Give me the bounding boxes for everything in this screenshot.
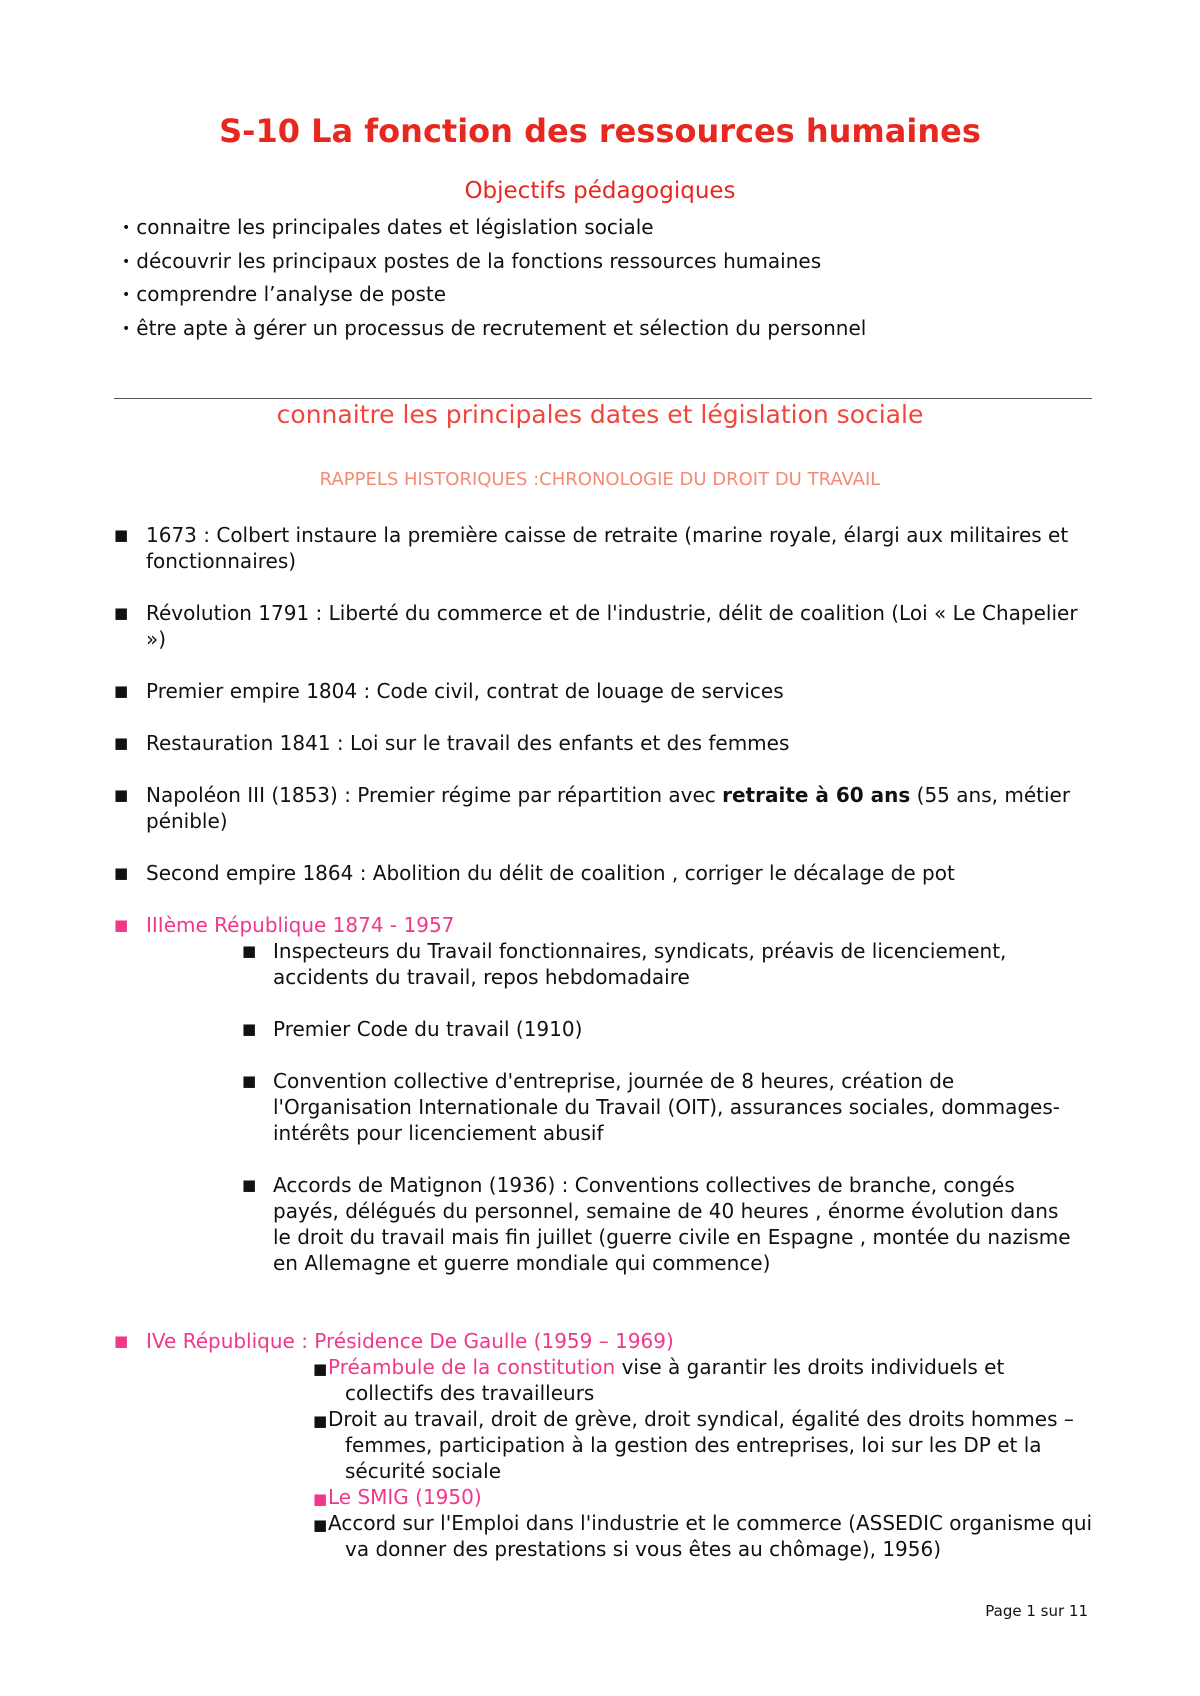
section-subtitle: RAPPELS HISTORIQUES :CHRONOLOGIE DU DROIT DU TRAVAIL bbox=[319, 469, 881, 490]
sub-sub-timeline-item: ■ Accord sur l'Emploi dans l'industrie et le commerce (ASSEDIC organisme qui va donner des prestations si vous êtes au chômage), 1956) bbox=[313, 1511, 1093, 1561]
timeline-item: ■ Restauration 1841 : Loi sur le travail des enfants et des femmes bbox=[114, 731, 790, 755]
square-bullet-icon: ■ bbox=[313, 1360, 328, 1378]
horizontal-divider bbox=[114, 398, 1092, 399]
emphasis-retirement-age: retraite à 60 ans bbox=[722, 783, 911, 807]
timeline-item: ■ 1673 : Colbert instaure la première caisse de retraite (marine royale, élargi aux militaires et fonctionnaires) bbox=[114, 523, 1069, 573]
square-bullet-icon: ■ bbox=[114, 734, 129, 752]
square-bullet-icon: ■ bbox=[114, 682, 129, 700]
sub-timeline-item: ■ Inspecteurs du Travail fonctionnaires, syndicats, préavis de licenciement, accidents du travail, repos hebdomadaire bbox=[242, 939, 1007, 989]
objectives-heading: Objectifs pédagogiques bbox=[464, 178, 736, 204]
sub-timeline-item: ■ Convention collective d'entreprise, journée de 8 heures, création de l'Organisation Internationale du Travail (OIT), assurances sociales, dommages-intérêts pour licenciement abusif bbox=[242, 1069, 1060, 1145]
square-bullet-icon: ■ bbox=[114, 916, 129, 934]
objectives-list bbox=[122, 211, 866, 345]
square-bullet-icon: ■ bbox=[242, 1072, 257, 1090]
bullet-dot: • bbox=[122, 287, 131, 303]
square-bullet-icon: ■ bbox=[114, 526, 129, 544]
bullet-dot: • bbox=[122, 320, 131, 337]
timeline-item-third-republic: ■ IIIème République 1874 - 1957 bbox=[114, 913, 455, 937]
square-bullet-icon: ■ bbox=[313, 1490, 328, 1508]
timeline-item: ■ Premier empire 1804 : Code civil, contrat de louage de services bbox=[114, 679, 784, 703]
square-bullet-icon: ■ bbox=[313, 1412, 328, 1430]
objective-item: • connaitre les principales dates et législation sociale bbox=[122, 215, 654, 239]
square-bullet-icon: ■ bbox=[242, 1020, 257, 1038]
square-bullet-icon: ■ bbox=[242, 942, 257, 960]
square-bullet-icon: ■ bbox=[242, 1176, 257, 1194]
square-bullet-icon: ■ bbox=[114, 864, 129, 882]
sub-sub-timeline-item: ■ Droit au travail, droit de grève, droit syndical, égalité des droits hommes – femmes, participation à la gestion des entreprises, loi sur les DP et la sécurité sociale bbox=[313, 1407, 1074, 1483]
sub-sub-timeline-item: ■ Préambule de la constitution vise à garantir les droits individuels et collectifs des travailleurs bbox=[313, 1355, 1005, 1405]
page-number: Page 1 sur 11 bbox=[985, 1602, 1088, 1620]
square-bullet-icon: ■ bbox=[114, 604, 129, 622]
document-title: S-10 La fonction des ressources humaines bbox=[219, 112, 981, 150]
sub-timeline-item: ■ Premier Code du travail (1910) bbox=[242, 1017, 583, 1041]
bullet-dot: • bbox=[122, 220, 131, 236]
square-bullet-icon: ■ bbox=[313, 1516, 328, 1534]
timeline-item-fourth-republic: ■ IVe République : Présidence De Gaulle (1959 – 1969) bbox=[114, 1329, 674, 1353]
timeline-item: ■ Révolution 1791 : Liberté du commerce et de l'industrie, délit de coalition (Loi « Le Chapelier ») bbox=[114, 601, 1078, 651]
square-bullet-icon: ■ bbox=[114, 1332, 129, 1350]
objective-item: • comprendre l’analyse de poste bbox=[122, 282, 447, 306]
section-title: connaitre les principales dates et législation sociale bbox=[276, 400, 924, 429]
bullet-dot: • bbox=[122, 253, 131, 270]
timeline-item: ■ Second empire 1864 : Abolition du délit de coalition , corriger le décalage de pot bbox=[114, 861, 955, 885]
timeline-item: ■ Napoléon III (1853) : Premier régime par répartition avec retraite à 60 ans (55 ans, métier pénible) bbox=[114, 783, 1071, 833]
sub-timeline-item: ■ Accords de Matignon (1936) : Conventions collectives de branche, congés payés, délégués du personnel, semaine de 40 heures , énorme évolution dans le droit du travail mais fin juillet (guerre civile en Espagne , montée du nazisme en Allemagne et guerre mondiale qui commence) bbox=[242, 1173, 1071, 1275]
square-bullet-icon: ■ bbox=[114, 786, 129, 804]
objective-item: • être apte à gérer un processus de recrutement et sélection du personnel bbox=[122, 315, 867, 340]
objective-item: • découvrir les principaux postes de la fonctions ressources humaines bbox=[122, 248, 822, 273]
sub-sub-timeline-item: ■ Le SMIG (1950) bbox=[313, 1484, 1093, 1510]
link-preambule: Préambule de la constitution bbox=[328, 1355, 616, 1379]
